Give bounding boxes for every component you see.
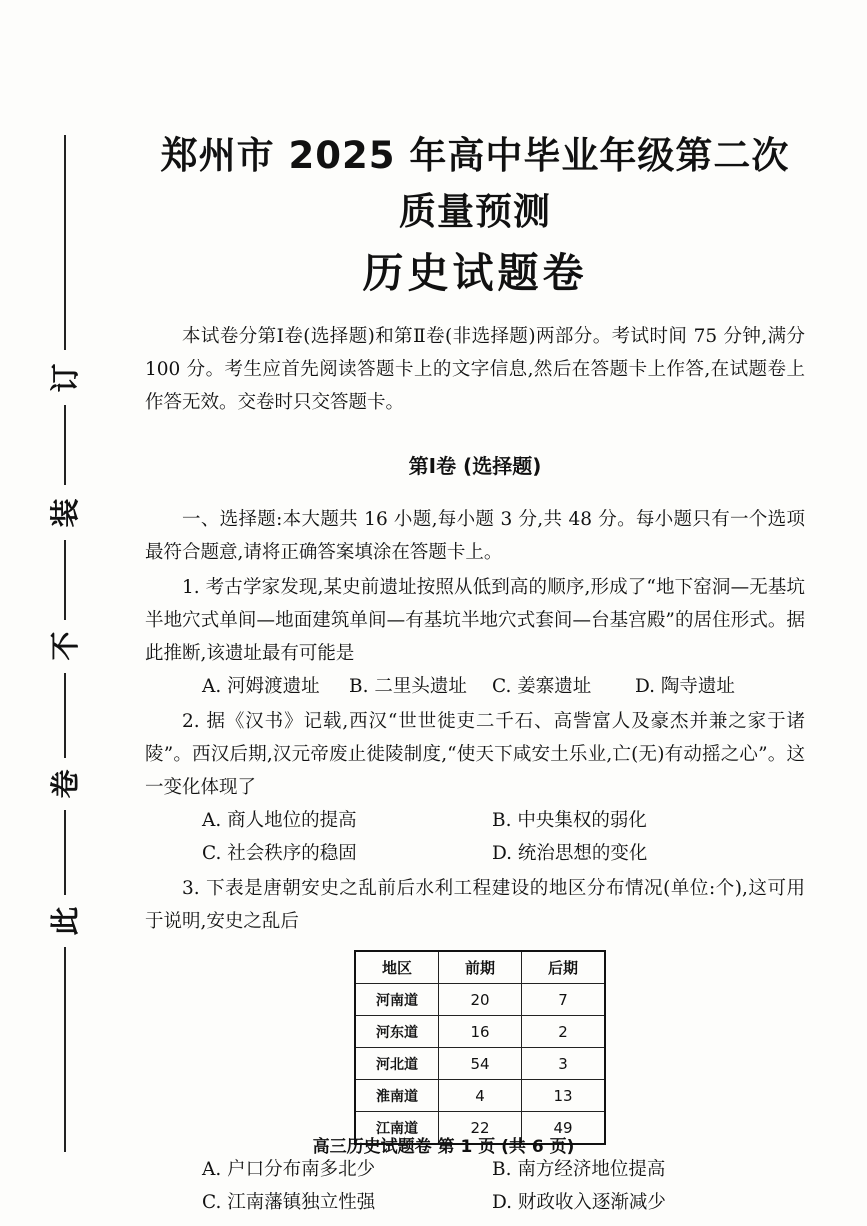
question-2 xyxy=(145,705,805,870)
binding-line xyxy=(64,135,66,350)
exam-title: 郑州市 2025 年高中毕业年级第二次质量预测 xyxy=(160,134,790,233)
binding-char-bu: 不 xyxy=(48,631,82,661)
value-cell: 13 xyxy=(522,1080,606,1112)
value-cell: 2 xyxy=(522,1016,606,1048)
section-instruction: 一、选择题:本大题共 16 小题,每小题 3 分,共 48 分。每小题只有一个选项最符合题意,请将正确答案填涂在答题卡上。 xyxy=(145,509,805,563)
question-1 xyxy=(145,571,805,703)
value-cell: 4 xyxy=(439,1080,522,1112)
irrigation-table xyxy=(354,950,606,1145)
binding-char-ding: 订 xyxy=(48,363,82,393)
region-cell: 河北道 xyxy=(355,1048,439,1080)
value-cell: 16 xyxy=(439,1016,522,1048)
binding-char-zhuang: 装 xyxy=(48,498,82,528)
option-d: D. 陶寺遗址 xyxy=(635,676,735,697)
value-cell: 22 xyxy=(439,1112,522,1145)
value-cell: 49 xyxy=(522,1112,606,1145)
binding-char-juan: 卷 xyxy=(48,769,82,799)
option-d: D. 财政收入逐渐减少 xyxy=(492,1192,666,1213)
region-cell: 河东道 xyxy=(355,1016,439,1048)
option-a: A. 河姆渡遗址 xyxy=(202,676,320,697)
options xyxy=(145,670,805,703)
header-cell: 后期 xyxy=(522,951,606,984)
value-cell: 3 xyxy=(522,1048,606,1080)
table-header-row xyxy=(355,951,605,984)
table-row xyxy=(355,1016,605,1048)
binding-line xyxy=(64,947,66,1152)
option-a: A. 商人地位的提高 xyxy=(202,810,357,831)
question-stem: 3. 下表是唐朝安史之乱前后水利工程建设的地区分布情况(单位:个),这可用于说明,安史之乱后 xyxy=(145,878,805,932)
option-b: B. 二里头遗址 xyxy=(349,676,467,697)
table-container xyxy=(145,950,805,1145)
options xyxy=(145,804,805,870)
binding-line xyxy=(64,540,66,620)
section-title: 第Ⅰ卷 (选择题) xyxy=(408,454,542,478)
value-cell: 7 xyxy=(522,984,606,1016)
exam-page xyxy=(145,128,805,1219)
table-row xyxy=(355,1048,605,1080)
value-cell: 20 xyxy=(439,984,522,1016)
option-b: B. 中央集权的弱化 xyxy=(492,810,647,831)
exam-subtitle: 历史试题卷 xyxy=(362,249,588,297)
exam-instructions: 本试卷分第Ⅰ卷(选择题)和第Ⅱ卷(非选择题)两部分。考试时间 75 分钟,满分 100 分。考生应首先阅读答题卡上的文字信息,然后在答题卡上作答,在试题卷上作答无效。交卷时只交答题卡。 xyxy=(145,326,805,413)
binding-line xyxy=(64,810,66,895)
binding-margin xyxy=(0,0,120,1226)
value-cell: 54 xyxy=(439,1048,522,1080)
region-cell: 淮南道 xyxy=(355,1080,439,1112)
option-d: D. 统治思想的变化 xyxy=(492,843,648,864)
binding-char-ci: 此 xyxy=(48,906,82,936)
option-c: C. 姜寨遗址 xyxy=(492,676,592,697)
header-cell: 前期 xyxy=(439,951,522,984)
options xyxy=(145,1153,805,1219)
table-row xyxy=(355,1080,605,1112)
page-footer: 高三历史试题卷 第 1 页 (共 6 页) xyxy=(312,1137,575,1157)
option-c: C. 江南藩镇独立性强 xyxy=(202,1192,376,1213)
binding-line xyxy=(64,673,66,758)
binding-line xyxy=(64,405,66,485)
option-b: B. 南方经济地位提高 xyxy=(492,1159,666,1180)
option-a: A. 户口分布南多北少 xyxy=(202,1159,376,1180)
question-stem: 1. 考古学家发现,某史前遗址按照从低到高的顺序,形成了“地下窑洞—无基坑半地穴式单间—地面建筑单间—有基坑半地穴式套间—台基宫殿”的居住形式。据此推断,该遗址最有可能是 xyxy=(145,577,805,664)
option-c: C. 社会秩序的稳固 xyxy=(202,843,357,864)
question-3 xyxy=(145,872,805,1219)
region-cell: 河南道 xyxy=(355,984,439,1016)
region-cell: 江南道 xyxy=(355,1112,439,1145)
table-row xyxy=(355,984,605,1016)
question-stem: 2. 据《汉书》记载,西汉“世世徙吏二千石、高訾富人及豪杰并兼之家于诸陵”。西汉后期,汉元帝废止徙陵制度,“使天下咸安土乐业,亡(无)有动摇之心”。这一变化体现了 xyxy=(145,711,805,798)
header-cell: 地区 xyxy=(355,951,439,984)
